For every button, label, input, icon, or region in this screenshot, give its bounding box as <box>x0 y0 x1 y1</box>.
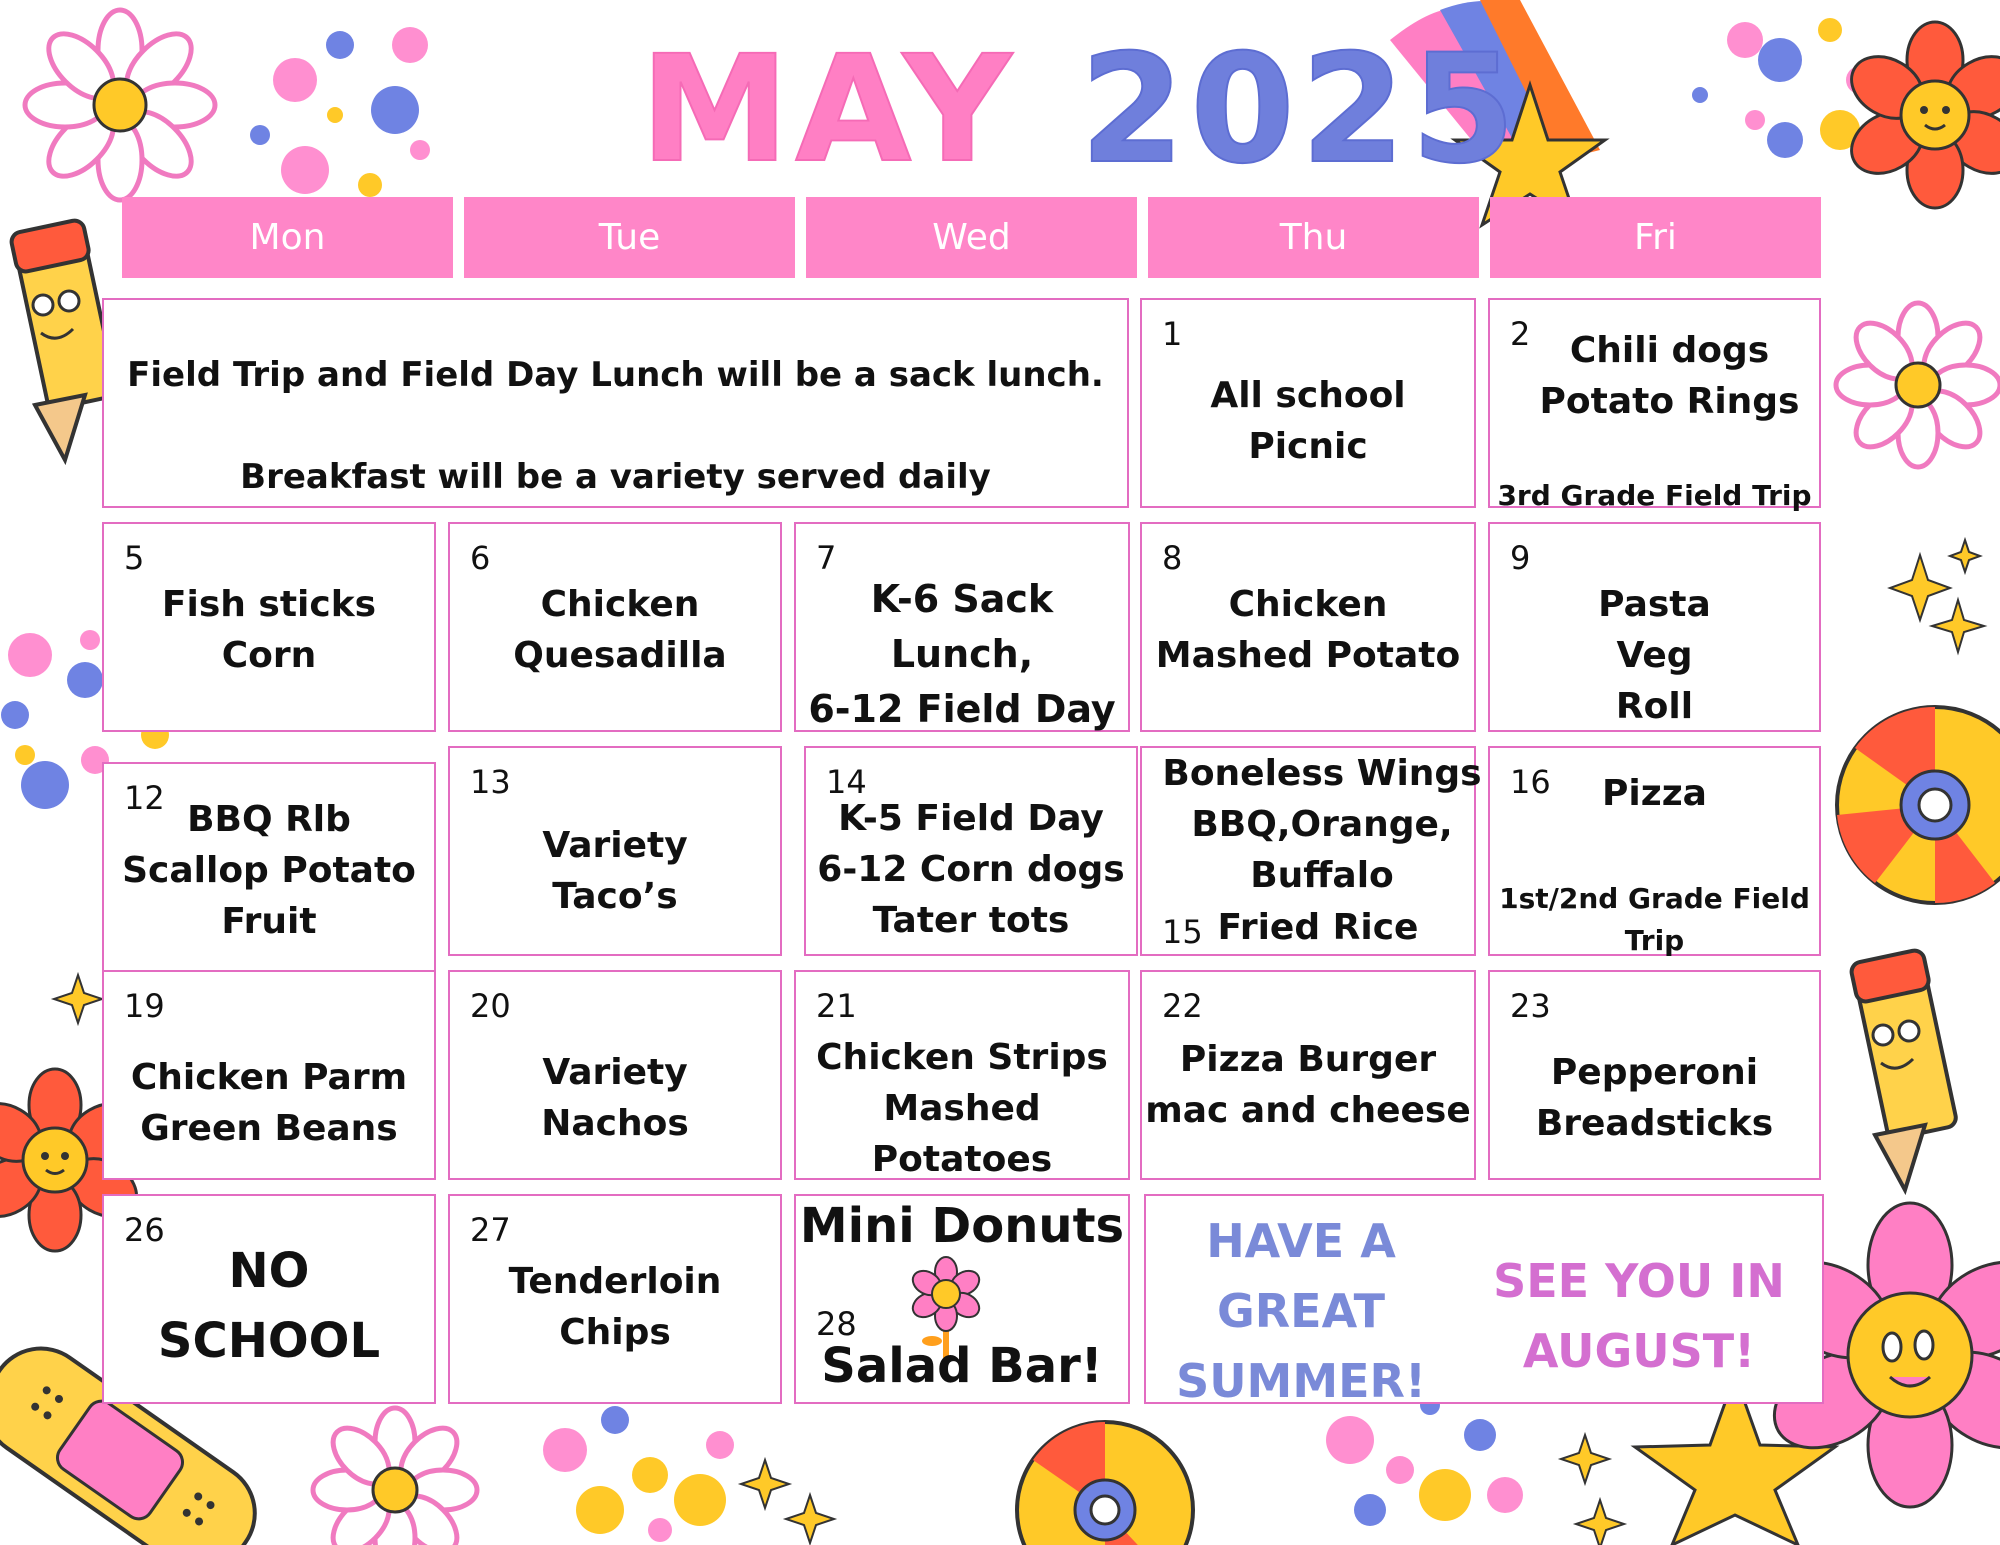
day-menu: K-5 Field Day 6-12 Corn dogs Tater tots <box>817 798 1125 941</box>
day-number: 20 <box>470 987 511 1025</box>
day-menu-extra: Fried Rice <box>1217 907 1419 948</box>
day-menu: K-6 Sack Lunch, 6-12 Field Day <box>808 577 1116 731</box>
day-menu: BBQ Rlb Scallop Potato Fruit <box>122 799 416 942</box>
day-menu: Chili dogs Potato Rings <box>1539 330 1800 422</box>
day-cell-8 <box>1140 522 1476 732</box>
day-menu: All school Picnic <box>1210 375 1406 467</box>
day-cell-14 <box>804 746 1138 956</box>
breakfast-note: Breakfast will be a variety served daily <box>240 457 991 497</box>
day-menu: Chicken Strips Mashed Potatoes <box>816 1037 1108 1180</box>
day-number: 8 <box>1162 539 1183 577</box>
weekday-header-tue: Tue <box>464 197 795 278</box>
day-cell-19 <box>102 970 436 1180</box>
day-number: 15 <box>1162 913 1203 951</box>
day-cell-20 <box>448 970 782 1180</box>
day-number: 28 <box>816 1305 857 1343</box>
day-number: 13 <box>470 763 511 801</box>
daisy-flower-icon <box>313 1408 477 1545</box>
day-number: 23 <box>1510 987 1551 1025</box>
august-message: SEE YOU IN AUGUST! <box>1493 1254 1785 1378</box>
day-cell-7 <box>794 522 1130 732</box>
day-menu: Chicken Parm Green Beans <box>130 1057 408 1149</box>
weekday-header-wed: Wed <box>806 197 1137 278</box>
closing-message-cell <box>1144 1194 1824 1408</box>
weekday-header-mon: Mon <box>122 197 453 278</box>
pencil-mascot-icon <box>1850 949 1958 1190</box>
sack-lunch-note: Field Trip and Field Day Lunch will be a sack lunch. <box>127 355 1104 395</box>
day-cell-6 <box>448 522 782 732</box>
day-menu: Chicken Quesadilla <box>513 584 727 676</box>
day-cell-27 <box>448 1194 782 1404</box>
day-menu: Pepperoni Breadsticks <box>1535 1052 1774 1144</box>
day-number: 16 <box>1510 763 1551 801</box>
summer-message: HAVE A GREAT SUMMER! <box>1176 1214 1426 1408</box>
day-cell-23 <box>1488 970 1821 1180</box>
notes-cell <box>102 298 1129 508</box>
day-cell-1 <box>1140 298 1476 508</box>
day-menu: Boneless Wings BBQ,Orange, Buffalo <box>1162 753 1482 896</box>
day-cell-9 <box>1488 522 1821 732</box>
sparkle-icon <box>1890 540 1984 652</box>
weekday-header-fri: Fri <box>1490 197 1821 278</box>
day-cell-26 <box>102 1194 436 1404</box>
day-number: 19 <box>124 987 165 1025</box>
day-cell-5 <box>102 522 436 732</box>
day-menu: Tenderloin Chips <box>508 1261 722 1353</box>
day-menu: NO SCHOOL <box>157 1243 381 1369</box>
day-number: 21 <box>816 987 857 1025</box>
day-number: 1 <box>1162 315 1183 353</box>
day-cell-21 <box>794 970 1130 1180</box>
day-number: 5 <box>124 539 145 577</box>
day-number: 27 <box>470 1211 511 1249</box>
day-number: 6 <box>470 539 491 577</box>
daisy-flower-icon <box>25 10 215 200</box>
day-menu: Variety Nachos <box>541 1052 689 1144</box>
day-cell-28 <box>794 1194 1130 1404</box>
day-cell-12 <box>102 762 436 972</box>
day-cell-2 <box>1488 298 1821 512</box>
daisy-flower-icon <box>1836 303 2000 467</box>
day-number: 14 <box>826 763 867 801</box>
cd-disc-icon <box>1017 1422 1193 1545</box>
day-number: 22 <box>1162 987 1203 1025</box>
day-menu-top: Mini Donuts <box>799 1198 1125 1254</box>
day-note: 3rd Grade Field Trip <box>1497 479 1812 512</box>
day-menu: Chicken Mashed Potato <box>1155 584 1461 676</box>
day-menu: Pizza <box>1602 773 1707 814</box>
year-title: 2025 <box>1080 23 1522 197</box>
day-menu-bottom: Salad Bar! <box>821 1338 1103 1394</box>
day-note: 1st/2nd Grade Field Trip <box>1499 882 1810 957</box>
sparkle-icon <box>54 975 102 1023</box>
day-cell-15 <box>1140 746 1482 956</box>
smiling-flower-icon <box>1840 22 2000 208</box>
day-cell-22 <box>1140 970 1476 1180</box>
day-number: 26 <box>124 1211 165 1249</box>
day-number: 2 <box>1510 315 1531 353</box>
day-menu: Pasta Veg Roll <box>1598 584 1711 727</box>
cd-disc-icon <box>1837 707 2000 903</box>
day-number: 12 <box>124 779 165 817</box>
weekday-header-thu: Thu <box>1148 197 1479 278</box>
day-menu: Variety Taco’s <box>542 825 688 917</box>
day-cell-13 <box>448 746 782 956</box>
day-number: 9 <box>1510 539 1531 577</box>
day-menu: Fish sticks Corn <box>161 584 377 676</box>
day-menu: Pizza Burger mac and cheese <box>1145 1039 1471 1131</box>
day-number: 7 <box>816 539 837 577</box>
day-cell-16 <box>1488 746 1821 956</box>
month-title: MAY <box>640 24 1018 196</box>
